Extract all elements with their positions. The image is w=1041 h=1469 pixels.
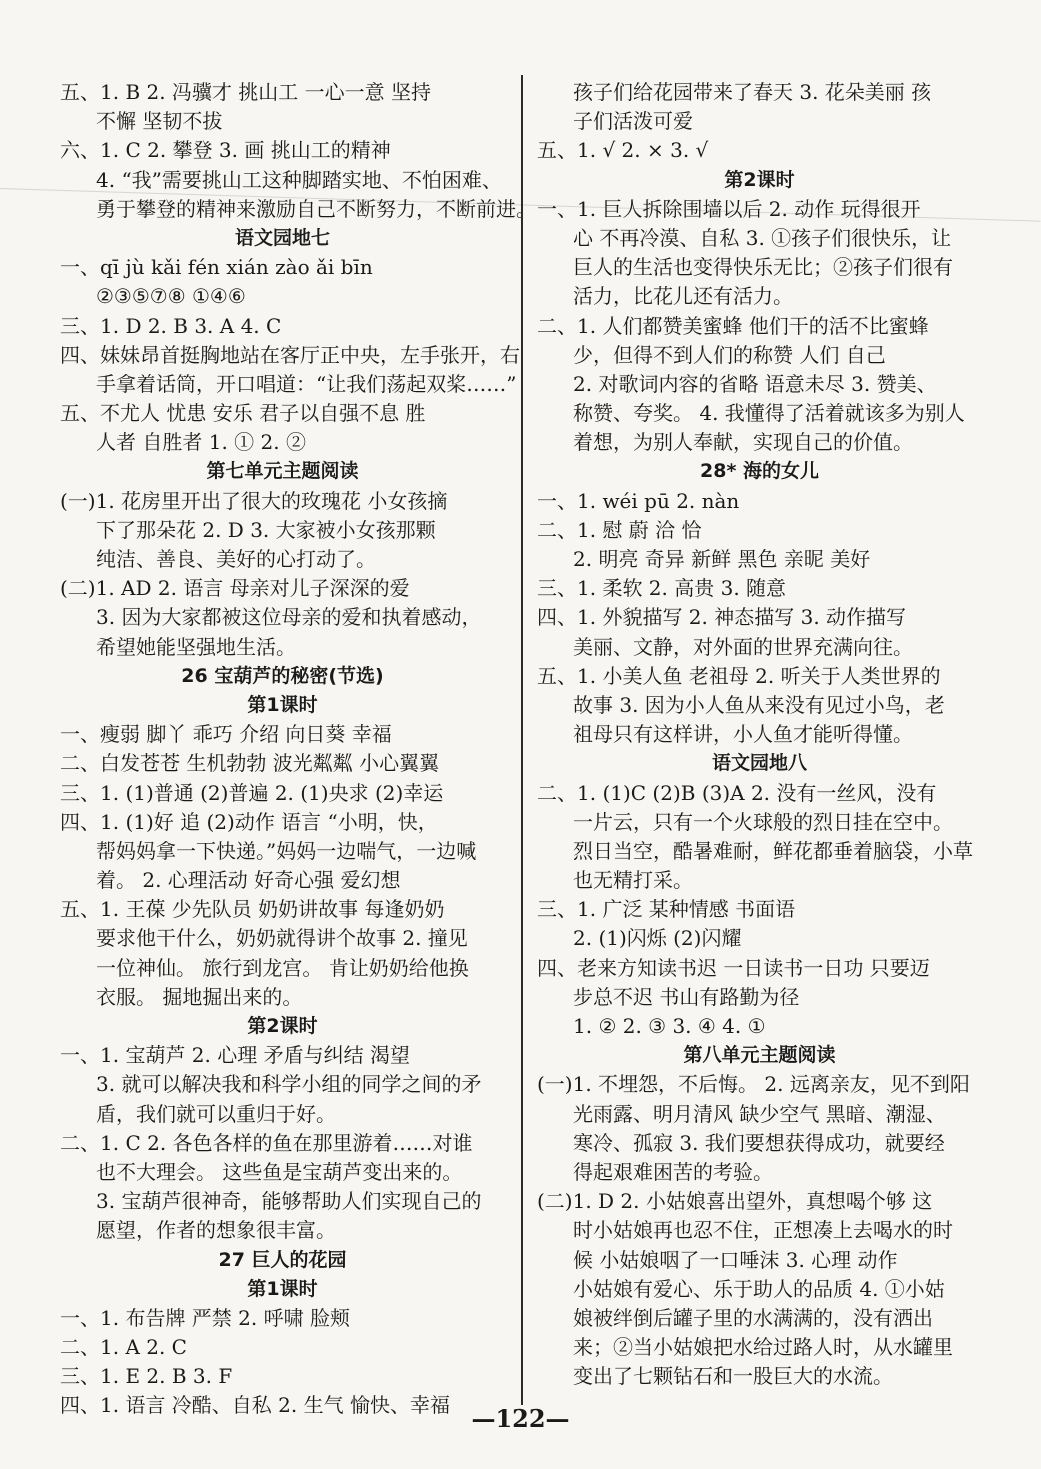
answer-line: 三、1. D 2. B 3. A 4. C (60, 313, 282, 338)
answer-line: 活力，比花儿还有活力。 (573, 284, 793, 309)
answer-line: 二、1. C 2. 各色各样的鱼在那里游着……对谁 (60, 1130, 473, 1155)
page-number: —122— (471, 1404, 570, 1433)
answer-line: 一、瘦弱 脚丫 乖巧 介绍 向日葵 幸福 (60, 722, 392, 747)
answer-line: 也无精打采。 (573, 868, 693, 893)
answer-line: 四、老来方知读书迟 一日读书一日功 只要迈 (537, 955, 930, 980)
answer-line: 衣服。 掘地掘出来的。 (96, 984, 303, 1009)
answer-line: 光雨露、明月清风 缺少空气 黑暗、潮湿、 (573, 1101, 946, 1126)
answer-line: 2. 对歌词内容的省略 语意未尽 3. 赞美、 (573, 371, 937, 396)
answer-line: 2. 明亮 奇异 新鲜 黑色 亲昵 美好 (573, 547, 871, 571)
answer-line: 小姑娘有爱心、乐于助人的品质 4. ①小姑 (573, 1276, 945, 1301)
section-heading: 语文园地七 (234, 226, 330, 249)
answer-line: 一、1. 宝葫芦 2. 心理 矛盾与纠结 渴望 (60, 1043, 410, 1068)
answer-line: (二)1. D 2. 小姑娘喜出望外，真想喝个够 这 (537, 1189, 933, 1214)
answer-line: 着。 2. 心理活动 好奇心强 爱幻想 (96, 868, 401, 893)
answer-line: 4. “我”需要挑山工这种脚踏实地、不怕困难、 (96, 167, 502, 192)
answer-line: 二、1. A 2. C (60, 1335, 187, 1360)
answer-line: 手拿着话筒，开口唱道：“让我们荡起双桨……” (96, 371, 517, 396)
answer-line: ②③⑤⑦⑧ ①④⑥ (96, 284, 246, 309)
answer-line: 寒冷、孤寂 3. 我们要想获得成功，就要经 (573, 1130, 945, 1155)
section-heading: 第2课时 (247, 1015, 318, 1037)
answer-line: 二、1. (1)C (2)B (3)A 2. 没有一丝风，没有 (537, 780, 937, 805)
answer-line: 下了那朵花 2. D 3. 大家被小女孩那颗 (96, 517, 436, 542)
answer-line: 着想，为别人奉献，实现自己的价值。 (573, 430, 913, 455)
answer-line: 少，但得不到人们的称赞 人们 自己 (573, 342, 886, 367)
answer-line: (一)1. 不埋怨，不后悔。 2. 远离亲友，见不到阳 (537, 1072, 970, 1097)
answer-line: 孩子们给花园带来了春天 3. 花朵美丽 孩 (573, 80, 932, 104)
answer-line: 五、1. 王葆 少先队员 奶奶讲故事 每逢奶奶 (60, 897, 445, 922)
section-heading: 27 巨人的花园 (218, 1248, 347, 1271)
answer-line: 不懈 坚韧不拔 (96, 109, 223, 134)
answer-line: 一、1. wéi pū 2. nàn (537, 488, 740, 513)
section-heading: 第1课时 (247, 1277, 318, 1300)
answer-line: 步总不迟 书山有路勤为径 (573, 984, 800, 1009)
column-divider (521, 75, 523, 1405)
section-heading: 26 宝葫芦的秘密(节选) (181, 664, 384, 687)
section-heading: 语文园地八 (711, 752, 807, 775)
right-column (537, 78, 982, 1391)
answer-line: 四、1. 外貌描写 2. 神态描写 3. 动作描写 (537, 605, 907, 630)
answer-line: 一、1. 巨人拆除围墙以后 2. 动作 玩得很开 (537, 196, 921, 221)
section-heading: 第七单元主题阅读 (206, 460, 359, 483)
answer-line: 愿望，作者的想象很丰富。 (96, 1218, 336, 1243)
answer-line: 故事 3. 因为小人鱼从来没有见过小鸟，老 (573, 692, 945, 717)
answer-line: 三、1. E 2. B 3. F (60, 1364, 233, 1389)
answer-line: 一、1. 布告牌 严禁 2. 呼啸 脸颊 (60, 1305, 350, 1330)
answer-line: 二、1. 人们都赞美蜜蜂 他们干的活不比蜜蜂 (537, 313, 929, 338)
answer-line: 得起艰难困苦的考验。 (573, 1159, 773, 1184)
answer-line: (二)1. AD 2. 语言 母亲对儿子深深的爱 (60, 576, 410, 601)
answer-line: 变出了七颗钻石和一股巨大的水流。 (573, 1364, 893, 1389)
section-heading: 第2课时 (724, 168, 795, 191)
answer-line: 3. 宝葫芦很神奇，能够帮助人们实现自己的 (96, 1189, 482, 1214)
answer-line: 三、1. 广泛 某种情感 书面语 (537, 897, 796, 922)
answer-line: 子们活泼可爱 (573, 109, 693, 134)
section-heading: 28* 海的女儿 (700, 460, 819, 483)
answer-line: 三、1. (1)普通 (2)普遍 2. (1)央求 (2)幸运 (60, 780, 444, 805)
answer-line: (一)1. 花房里开出了很大的玫瑰花 小女孩摘 (60, 488, 448, 513)
answer-line: 3. 就可以解决我和科学小组的同学之间的矛 (96, 1072, 482, 1097)
answer-line: 五、不尤人 忧患 安乐 君子以自强不息 胜 (60, 401, 426, 426)
answer-line: 一片云，只有一个火球般的烈日挂在空中。 (573, 809, 953, 834)
answer-line: 1. ② 2. ③ 3. ④ 4. ① (573, 1014, 766, 1038)
section-heading: 第1课时 (247, 693, 318, 716)
answer-line: 候 小姑娘咽了一口唾沫 3. 心理 动作 (573, 1247, 898, 1272)
answer-line: 六、1. C 2. 攀登 3. 画 挑山工的精神 (60, 138, 391, 163)
answer-line: 祖母只有这样讲，小人鱼才能听得懂。 (573, 722, 913, 747)
section-heading: 第八单元主题阅读 (683, 1044, 836, 1067)
answer-line: 盾，我们就可以重归于好。 (96, 1101, 336, 1126)
answer-line: 一位神仙。 旅行到龙宫。 肯让奶奶给他换 (96, 955, 469, 980)
answer-line: 2. (1)闪烁 (2)闪耀 (573, 926, 742, 951)
answer-line: 人者 自胜者 1. ① 2. ② (96, 430, 306, 455)
answer-line: 心 不再冷漠、自私 3. ①孩子们很快乐，让 (573, 225, 952, 250)
answer-line: 烈日当空，酷暑难耐，鲜花都垂着脑袋，小草 (573, 838, 973, 863)
answer-line: 巨人的生活也变得快乐无比；②孩子们很有 (573, 255, 953, 280)
answer-line: 时小姑娘再也忍不住，正想凑上去喝水的时 (573, 1218, 953, 1243)
answer-line: 五、1. 小美人鱼 老祖母 2. 听关于人类世界的 (537, 663, 941, 688)
answer-line: 勇于攀登的精神来激励自己不断努力，不断前进。 (96, 196, 536, 221)
answer-line: 希望她能坚强地生活。 (96, 634, 296, 659)
answer-line: 四、1. (1)好 追 (2)动作 语言 “小明，快， (60, 809, 438, 834)
answer-line: 纯洁、善良、美好的心打动了。 (96, 547, 376, 571)
answer-line: 一、qī jù kǎi fén xián zào ǎi bīn (60, 255, 373, 280)
answer-line: 五、1. √ 2. × 3. √ (537, 138, 709, 163)
answer-line: 美丽、文静，对外面的世界充满向往。 (573, 634, 913, 659)
answer-line: 也不大理会。 这些鱼是宝葫芦变出来的。 (96, 1159, 463, 1184)
answer-line: 来；②当小姑娘把水给过路人时，从水罐里 (573, 1335, 953, 1360)
answer-line: 五、1. B 2. 冯骥才 挑山工 一心一意 坚持 (60, 80, 432, 104)
answer-line: 二、白发苍苍 生机勃勃 波光粼粼 小心翼翼 (60, 751, 440, 776)
answer-line: 帮妈妈拿一下快递。”妈妈一边喘气，一边喊 (96, 838, 477, 863)
left-column (60, 78, 536, 1421)
answer-line: 三、1. 柔软 2. 高贵 3. 随意 (537, 576, 787, 601)
answer-line: 四、1. 语言 冷酷、自私 2. 生气 愉快、幸福 (60, 1393, 450, 1418)
answer-line: 二、1. 慰 蔚 洽 恰 (537, 517, 702, 542)
answer-line: 娘被绊倒后罐子里的水满满的，没有洒出 (573, 1305, 933, 1330)
answer-line: 四、妹妹昂首挺胸地站在客厅正中央，左手张开，右 (60, 342, 520, 367)
answer-line: 3. 因为大家都被这位母亲的爱和执着感动， (96, 605, 482, 630)
answer-line: 要求他干什么，奶奶就得讲个故事 2. 撞见 (96, 926, 468, 951)
answer-line: 称赞、夸奖。 4. 我懂得了活着就该多为别人 (573, 401, 965, 426)
